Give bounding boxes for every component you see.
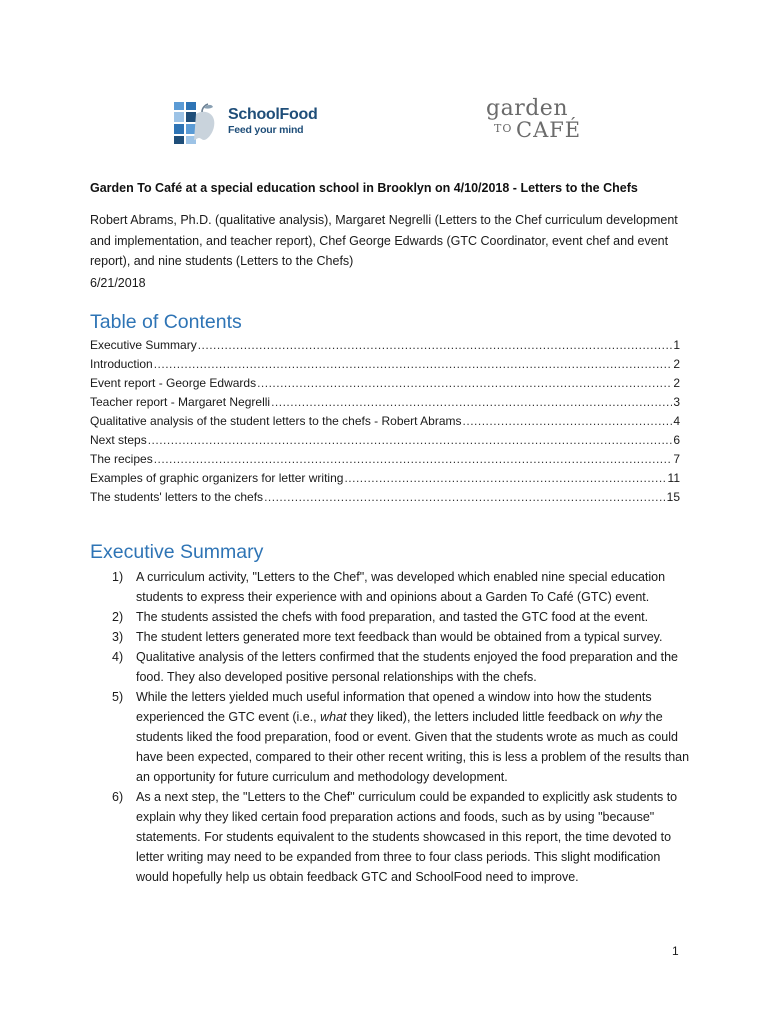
toc-leader: [344, 471, 666, 485]
toc-entry[interactable]: [90, 471, 680, 490]
toc-leader: [271, 395, 672, 409]
list-item-text: As a next step, the "Letters to the Chef" curriculum could be expanded to explicitly ask students to explain why they liked certain food preparation actions and foods, such as by using "because" statements. For students equivalent to the students showcased in this report, the time devoted to letter writing may need to be expanded from three to four class periods. This slight modification would hopefully help us obtain feedback GTC and SchoolFood need to improve.: [136, 790, 678, 884]
toc-leader: [148, 433, 673, 447]
toc-entry[interactable]: [90, 452, 680, 471]
toc-entry-label: Examples of graphic organizers for letter writing: [90, 471, 344, 485]
toc-entry[interactable]: [90, 357, 680, 376]
toc-entry-label: The recipes: [90, 452, 153, 466]
toc-entry-page: 2: [673, 357, 680, 371]
list-item-emphasis-what: what: [320, 710, 347, 724]
list-item-number: 5): [112, 690, 124, 704]
document-title: Garden To Café at a special education school in Brooklyn on 4/10/2018 - Letters to the Chefs: [90, 181, 638, 195]
schoolfood-wordmark: [228, 107, 317, 136]
list-item-text-b: they liked), the letters included little feedback on: [346, 710, 620, 724]
list-item-number: 1): [112, 570, 124, 584]
schoolfood-tagline: Feed your mind: [228, 123, 304, 136]
toc-entry-label: Teacher report - Margaret Negrelli: [90, 395, 271, 409]
toc-entry-page: 15: [666, 490, 680, 504]
list-item-text: The students assisted the chefs with food preparation, and tasted the GTC food at the event.: [136, 610, 649, 624]
list-item-number: 2): [112, 610, 124, 624]
gtc-logo-garden: garden: [486, 96, 568, 121]
toc-entry-page: 1: [673, 338, 680, 352]
gtc-logo-to: TO: [494, 122, 513, 135]
schoolfood-title: SchoolFood: [228, 105, 318, 123]
toc-entry[interactable]: [90, 338, 680, 357]
page-number: 1: [672, 944, 679, 958]
toc-entry[interactable]: [90, 376, 680, 395]
list-item-text-a: While the letters yielded much useful information that opened a window into how the students experienced the GTC event (i.e.,: [136, 690, 652, 724]
toc-entry[interactable]: [90, 395, 680, 414]
list-item-text: A curriculum activity, "Letters to the Chef", was developed which enabled nine special education students to express their experience with and opinions about a Garden To Café (GTC) event.: [136, 570, 666, 604]
toc-leader: [198, 338, 673, 352]
toc-entry-label: Next steps: [90, 433, 147, 447]
toc-entry-page: 2: [673, 376, 680, 390]
document-authors: Robert Abrams, Ph.D. (qualitative analysis), Margaret Negrelli (Letters to the Chef curriculum development and implementation, and teacher report), Chef George Edwards (GTC Coordinator, event chef and event report), and nine students (Letters to the Chefs): [90, 213, 678, 268]
toc-entry-page: 7: [673, 452, 680, 466]
executive-summary-list: [90, 567, 690, 887]
list-item: [90, 687, 690, 787]
toc-leader: [463, 414, 673, 428]
list-item-number: 6): [112, 790, 124, 804]
schoolfood-apple-icon: [172, 96, 220, 146]
list-item: [90, 787, 690, 887]
table-of-contents: [90, 338, 680, 509]
list-item-text-c: the students liked the food preparation, food or event. Given that the students wrote as much as could have been expected, compared to their other recent writing, this is less a problem of the results than an opportunity for future curriculum and methodology development.: [136, 710, 690, 784]
list-item-text: The student letters generated more text feedback than would be obtained from a typical survey.: [136, 630, 663, 644]
toc-entry[interactable]: [90, 414, 680, 433]
toc-entry-page: 4: [673, 414, 680, 428]
toc-entry[interactable]: [90, 433, 680, 452]
toc-entry-label: Introduction: [90, 357, 153, 371]
list-item-emphasis-why: why: [619, 710, 642, 724]
toc-leader: [257, 376, 672, 390]
gtc-logo-cafe: CAFÉ: [516, 118, 582, 142]
toc-entry[interactable]: [90, 490, 680, 509]
toc-entry-label: Event report - George Edwards: [90, 376, 257, 390]
document-date: 6/21/2018: [90, 276, 146, 290]
schoolfood-logo: [172, 95, 318, 147]
toc-leader: [154, 357, 673, 371]
toc-entry-page: 3: [673, 395, 680, 409]
list-item-number: 4): [112, 650, 124, 664]
toc-entry-label: Executive Summary: [90, 338, 197, 352]
toc-leader: [264, 490, 666, 504]
list-item: [90, 567, 690, 607]
list-item-number: 3): [112, 630, 124, 644]
list-item: [90, 647, 690, 687]
list-item: [90, 627, 690, 647]
garden-to-cafe-logo: [480, 96, 590, 152]
list-item-text: Qualitative analysis of the letters confirmed that the students enjoyed the food preparation and the food. They also developed positive personal relationships with the chefs.: [136, 650, 679, 684]
executive-summary-heading: Executive Summary: [90, 541, 264, 563]
toc-heading: Table of Contents: [90, 311, 242, 333]
toc-entry-page: 11: [667, 471, 680, 485]
list-item: [90, 607, 690, 627]
toc-entry-label: The students' letters to the chefs: [90, 490, 264, 504]
toc-leader: [154, 452, 673, 466]
toc-entry-label: Qualitative analysis of the student letters to the chefs - Robert Abrams: [90, 414, 462, 428]
toc-entry-page: 6: [673, 433, 680, 447]
